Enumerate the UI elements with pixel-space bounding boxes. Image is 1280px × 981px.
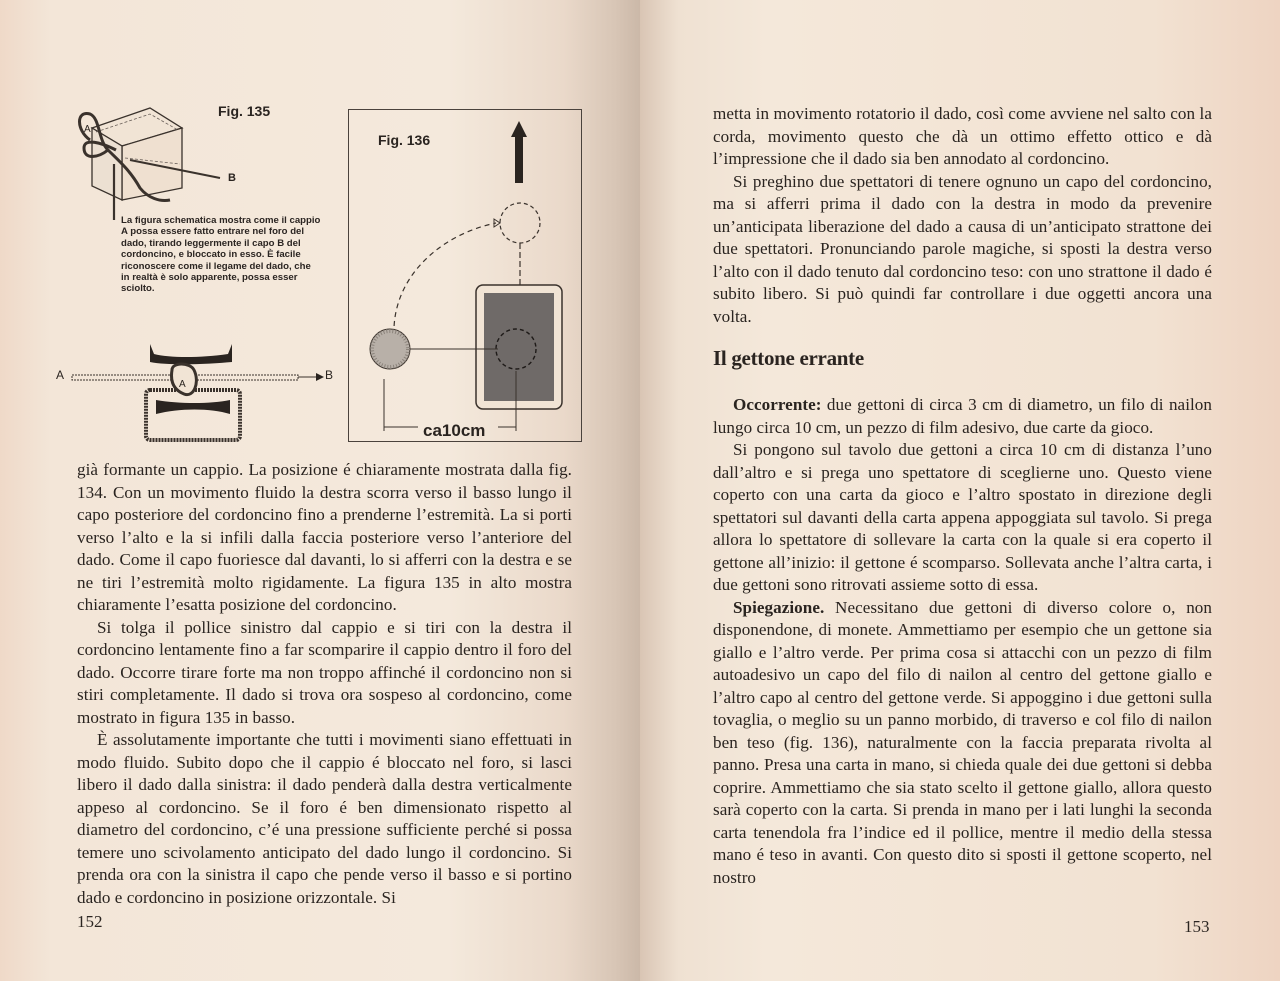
right-page-top-body: [713, 103, 1212, 328]
die-loop-illustration-icon: [70, 100, 240, 220]
svg-text:A: A: [84, 124, 91, 135]
paragraph: Si preghino due spettatori di tenere ognuno un capo del cordoncino, ma si afferri prima il dado con la destra in modo da prevenire un’anticipata liberazione del dado a causa di un’anticipato strattone dei due spettatori. Pronunciando parole magiche, si sposti la destra verso l’alto con il dado tenuto dal cordoncino teso: con uno strattone il dado é subito libero. Si può quindi far controllare i due oggetti ancora una volta.: [713, 171, 1212, 326]
fig-136-dimension-label: ca10cm: [423, 421, 486, 440]
fig-136-diagram-icon: [348, 109, 582, 442]
fig-135-label: Fig. 135: [218, 103, 271, 119]
spiegazione-text: Necessitano due gettoni di diverso colore o, non disponendone, di monete. Ammettiamo per esempio che un gettone sia giallo e l’altro verde. Per prima cosa si attacchi con un pezzo di film autoadesivo un capo del filo di nailon al centro del gettone giallo e l’altro capo al centro del gettone verde. Si appoggino i due gettoni sulla tovaglia, o meglio su un panno morbido, di traverso e col filo di nailon ben teso (fig. 136), naturalmente con la faccia preparata rivolta al panno. Presa una carta in mano, si chieda quale dei due gettoni si debba coprire. Ammettiamo che sia stato scelto il gettone giallo, allora questo sarà coperto con la carta. Si prenda in mano per i lati lunghi la seconda carta tenendola fra l’indice ed il pollice, mentre il medio della stessa mano é teso in avanti. Con questo dito si sposti il gettone scoperto, nel nostro: [713, 597, 1212, 887]
paragraph: È assolutamente importante che tutti i movimenti siano effettuati in modo fluido. Subito dopo che il cappio é bloccato nel foro, si lasci libero il dado dalla sinistra: il dado penderà dalla destra verticalmente appeso al cordoncino. Se il foro é ben dimensionato rispetto al diametro del cordoncino, c’é una pressione sufficiente perché si possa temere uno scivolamento anticipato del dado lungo il cordoncino. Si prenda ora con la sinistra il capo che pende verso il basso e si portino dado e cordoncino in posizione orizzontale. Si: [77, 730, 572, 907]
paragraph: Si pongono sul tavolo due gettoni a circa 10 cm di distanza l’uno dall’altro e si prega uno spettatore di sceglierne uno. Questo viene coperto con una carta da gioco e l’altro spostato in direzione degli spettatori sul davanti della carta appena appoggiata sul tavolo. Si prega allora lo spettatore di sollevare la carta con la quale si era coperto il gettone all’inizio: il gettone é scomparso. Sollevata anche l’altra carta, i due gettoni sono ritrovati assieme sotto di essa.: [713, 440, 1212, 594]
svg-text:A: A: [179, 379, 186, 390]
spiegazione-paragraph: [713, 597, 1212, 890]
left-page-body: [77, 459, 572, 909]
occorrente-label: Occorrente:: [733, 395, 822, 414]
right-page-section-body: [713, 394, 1212, 889]
fig-136-label: Fig. 136: [378, 132, 431, 148]
fig-135-bottom-label-b: B: [325, 368, 334, 382]
die-on-string-illustration-icon: [60, 340, 340, 445]
page-number-left: 152: [77, 912, 103, 931]
page-number-right: 153: [1184, 917, 1210, 936]
paragraph: metta in movimento rotatorio il dado, così come avviene nel salto con la corda, movimento questo che dà un ottimo effetto ottico e dà l’impressione che il dado sia ben annodato al cordoncino.: [713, 104, 1212, 168]
occorrente-paragraph: [713, 394, 1212, 439]
occorrente-text: due gettoni di circa 3 cm di diametro, un filo di nailon lungo circa 10 cm, un pezzo di film adesivo, due carte da gioco.: [713, 395, 1212, 437]
section-heading: Il gettone errante: [713, 346, 864, 370]
fig-135-caption: La figura schematica mostra come il cappio A possa essere fatto entrare nel foro del dado, tirando leggermente il capo B del cordoncino, e bloccato in esso. È facile riconoscere come il legame del dado, che in realtà è solo apparente, possa esser sciolto.: [121, 215, 321, 295]
fig-135-bottom-label-a: A: [56, 368, 65, 382]
spiegazione-label: Spiegazione.: [733, 597, 825, 617]
paragraph: già formante un cappio. La posizione é chiaramente mostrata dalla fig. 134. Con un movimento fluido la destra scorra verso il basso lungo il capo posteriore del cordoncino fino a prenderne l’estremità. La si porti verso l’alto e la si infili dalla faccia posteriore verso l’anteriore del dado. Come il capo fuoriesce dal davanti, lo si afferri con la destra e se ne tiri l’estremità molto rigidamente. La figura 135 in alto mostra chiaramente l’esatta posizione del cordoncino.: [77, 460, 572, 614]
fig-135-label-b: B: [228, 172, 236, 184]
paragraph: Si tolga il pollice sinistro dal cappio e si tiri con la destra il cordoncino lentamente fino a far scomparire il cappio dentro il foro del dado. Occorre tirare forte ma non troppo affinché il cordoncino non si stiri completamente. Il dado si trova ora sospeso al cordoncino, come mostrato in figura 135 in basso.: [77, 617, 572, 727]
